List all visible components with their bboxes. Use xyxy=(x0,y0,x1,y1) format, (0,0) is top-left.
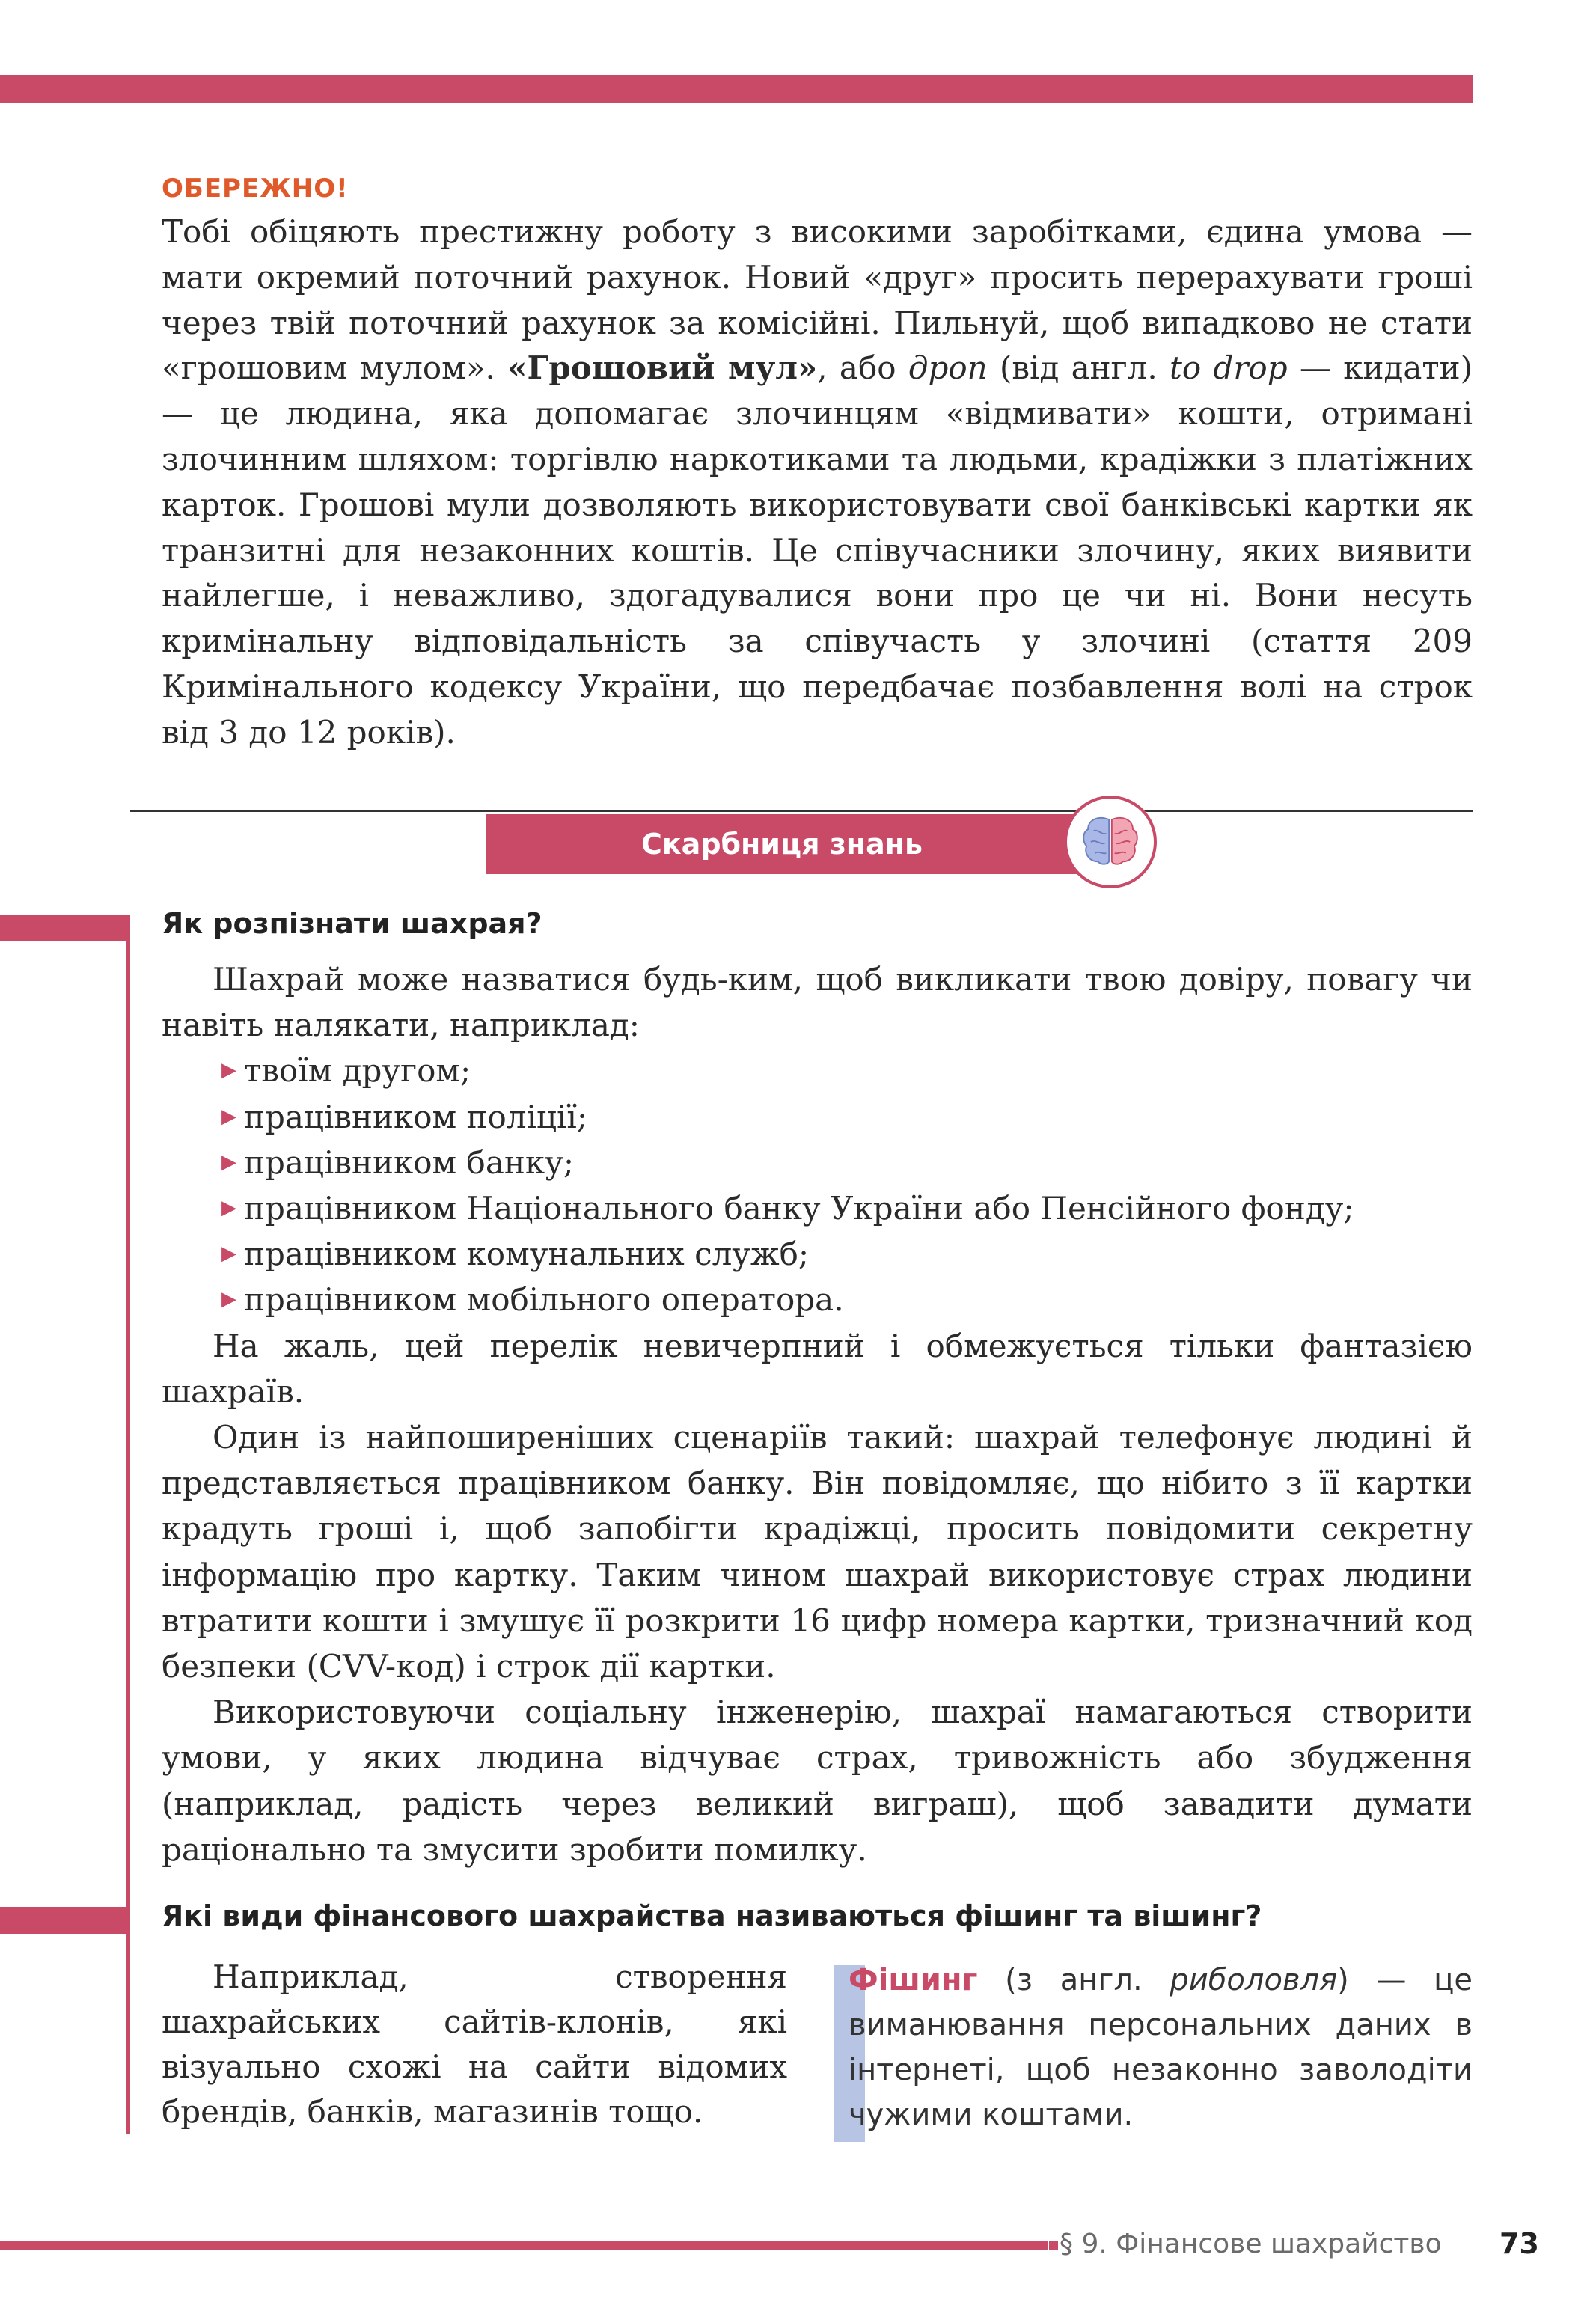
treasury-banner xyxy=(486,814,1077,874)
warning-text-end: — кидати) — це людина, яка допомагає злочинцям «відмивати» кошти, отримані злочинним шляхом: торгівлю наркотиками та людьми, крадіжки з платіжних карток. Грошові мули дозволяють використовувати свої банківські картки як транзитні для незаконних коштів. Це співучасники злочину, яких виявити найлегше, і неважливо, здогадувалися вони про це чи ні. Вони несуть кримінальну відповідальність за співучасть у злочині (стаття 209 Кримінального кодексу України, що передбачає позбавлення волі на строк від 3 до 12 років). xyxy=(162,349,1473,751)
list-item: ▶ твоїм другом; xyxy=(207,1048,1473,1093)
social-engineering-paragraph: Використовуючи соціальну інженерію, шахраї намагаються створити умови, у яких людина відчуває страх, тривожність або збудження (наприклад, радість через великий виграш), щоб завадити думати раціонально та змусити зробити помилку. xyxy=(162,1694,1473,1868)
scenario-paragraph: Один із найпоширеніших сценаріїв такий: шахрай телефонує людині й представляється працівником банку. Він повідомляє, що нібито з її картки крадуть гроші і, щоб запобігти крадіжці, просить повідомити секретну інформацію про картку. Таким чином шахрай використовує страх людини втратити кошти і змушує її розкрити 16 цифр номера картки, тризначний код безпеки (CVV-код) і строк дії картки. xyxy=(162,1419,1473,1685)
bullet-marker-icon: ▶ xyxy=(221,1242,236,1266)
left-accent-stripe-top xyxy=(0,915,130,941)
example-paragraph: Наприклад, створення шахрайських сайтів-клонів, які візуально схожі на сайти відомих брендів, банків, магазинів тощо. xyxy=(162,1959,787,2130)
bullet-marker-icon: ▶ xyxy=(221,1197,236,1220)
list-item: ▶ працівником Національного банку України або Пенсійного фонду; xyxy=(207,1185,1473,1231)
warning-label: ОБЕРЕЖНО! xyxy=(162,174,349,204)
to-drop-term: to drop xyxy=(1170,349,1288,387)
left-accent-line xyxy=(126,915,130,2134)
bullet-marker-icon: ▶ xyxy=(221,1150,236,1173)
treasury-title: Скарбниця знань xyxy=(641,828,923,861)
list-note-paragraph: На жаль, цей перелік невичерпний і обмежується тільки фантазією шахраїв. xyxy=(162,1327,1473,1410)
phishing-translation: риболовля xyxy=(1170,1963,1338,1997)
section-heading-recognize: Як розпізнати шахрая? xyxy=(162,907,542,940)
intro-paragraph: Шахрай може назватися будь-ким, щоб викликати твою довіру, повагу чи навіть налякати, наприклад: xyxy=(162,961,1473,1044)
impersonation-list xyxy=(162,1048,1473,1322)
footer-square xyxy=(1049,2241,1058,2250)
left-accent-stripe-bottom xyxy=(0,1907,130,1934)
bullet-marker-icon: ▶ xyxy=(221,1105,236,1128)
warning-paragraph xyxy=(162,210,1473,756)
section-heading-phishing: Які види фінансового шахрайства називаються фішинг та вішинг? xyxy=(162,1899,1262,1932)
list-item: ▶ працівником мобільного оператора. xyxy=(207,1277,1473,1322)
bullet-marker-icon: ▶ xyxy=(221,1288,236,1311)
footer-bar xyxy=(0,2241,1048,2250)
footer-chapter-title: § 9. Фінансове шахрайство xyxy=(1060,2229,1442,2259)
drop-term: дроп xyxy=(908,349,988,387)
section-body-recognize xyxy=(162,956,1473,1872)
bullet-marker-icon: ▶ xyxy=(221,1059,236,1082)
list-item: ▶ працівником комунальних служб; xyxy=(207,1231,1473,1277)
warning-engl: (від англ. xyxy=(987,349,1170,387)
top-decorative-bar xyxy=(0,75,1473,103)
list-item: ▶ працівником банку; xyxy=(207,1140,1473,1185)
warning-or: , або xyxy=(817,349,908,387)
warning-text-start: Тобі обіцяють престижну роботу з високими заробітками, єдина умова — мати окремий поточний рахунок. Новий «друг» просить перерахувати гроші через твій поточний рахунок за комісійні. Пильнуй, щоб випадково не стати «грошовим мулом». xyxy=(162,213,1473,387)
phishing-term: Фішинг xyxy=(849,1963,978,1997)
brain-icon xyxy=(1064,796,1157,888)
phishing-definition: Фішинг (з англ. риболовля) — це виманювання персональних даних в інтернеті, щоб незаконно заволодіти чужими коштами. xyxy=(849,1963,1473,2132)
list-item: ▶ працівником поліції; xyxy=(207,1094,1473,1140)
page-number: 73 xyxy=(1499,2227,1539,2260)
section-divider xyxy=(130,810,1473,812)
money-mule-term: «Грошовий мул» xyxy=(507,349,818,387)
